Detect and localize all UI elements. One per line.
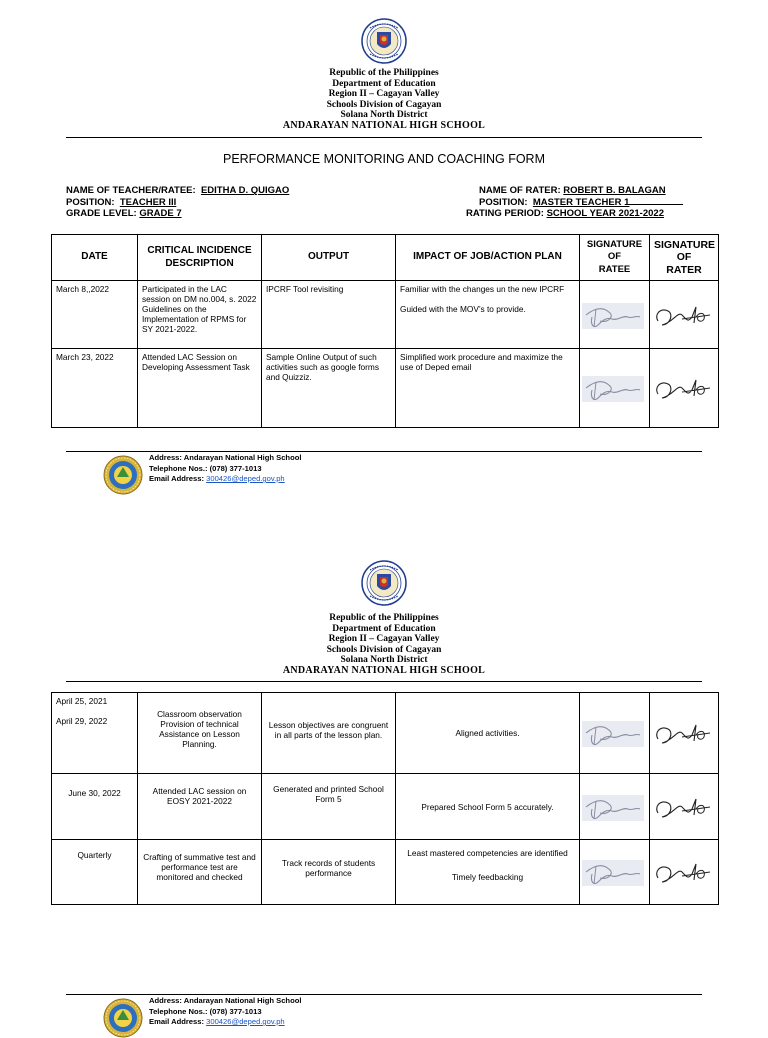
footer-address: Address: Andarayan National High School [149,453,302,462]
table-row [52,349,719,428]
impact-line: Prepared School Form 5 accurately. [421,801,554,812]
footer-contact [149,996,301,1028]
cell-impact [396,281,580,349]
cell-output: Sample Online Output of such activities such as google forms and Quizziz. [262,349,396,428]
rater-signature-image [652,374,716,404]
header-signature-rater [650,235,719,281]
cell-ratee-signature [580,840,650,905]
footer-email-row [149,474,301,485]
date-line: April 25, 2021 [56,696,108,706]
cell-critical: Participated in the LAC session on DM no.004, s. 2022 Guidelines on the Implementation of RPMS for SY 2021-2022. [138,281,262,349]
letterhead [0,68,768,132]
date-line: Quarterly [77,850,112,860]
ratee-position-value: TEACHER III [119,196,177,208]
school-logo-icon [103,998,143,1038]
table-row [52,774,719,840]
rater-position-row [466,197,683,209]
letterhead-line: Solana North District [340,655,428,666]
impact-line: Guided with the MOV’s to provide. [400,304,526,314]
footer-address: Address: Andarayan National High School [149,996,302,1005]
footer-phone: Telephone Nos.: (078) 377-1013 [149,1006,262,1016]
grade-level-row [66,208,289,220]
cell-output: Generated and printed School Form 5 [262,774,396,840]
coaching-table-page-2 [51,692,719,905]
cell-impact [396,774,580,840]
rater-name-row [466,185,683,197]
date-line: June 30, 2022 [68,788,121,798]
header-impact: IMPACT OF JOB/ACTION PLAN [396,235,580,281]
letterhead-line: Solana North District [340,110,428,121]
cell-ratee-signature [580,281,650,349]
deped-seal-icon [361,560,407,606]
header-sig-rater-line-2: OF [676,251,692,264]
ratee-position-row [66,197,289,209]
footer-divider [66,451,702,452]
rater-signature-image [652,793,716,823]
cell-critical: Crafting of summative test and performance test are monitored and checked [138,840,262,905]
impact-line: Aligned activities. [455,728,520,738]
ratee-position-label: POSITION: [66,196,115,208]
ratee-name-label: NAME OF TEACHER/RATEE: [66,185,196,196]
footer-email-link[interactable]: 300426@deped.gov.ph [206,1017,285,1026]
cell-rater-signature [650,840,719,905]
header-sig-rater-line-3: RATER [666,263,702,276]
letterhead [0,613,768,677]
header-critical-line-2: DESCRIPTION [165,257,234,269]
footer-email-link[interactable]: 300426@deped.gov.ph [206,474,285,483]
header-critical-incidence [138,235,262,281]
footer-contact [149,453,301,485]
ratee-name-value: EDITHA D. QUIGAO [200,185,290,196]
header-signature-ratee [580,235,650,281]
header-sig-ratee-line-3: RATEE [598,263,631,275]
rater-name-label: NAME OF RATER: [479,185,561,196]
school-logo-icon [103,455,143,495]
ratee-name-row [66,185,289,197]
cell-rater-signature [650,774,719,840]
header-critical-line-1: CRITICAL INCIDENCE [147,245,252,256]
rating-period-value: SCHOOL YEAR 2021-2022 [546,208,664,219]
ratee-signature-image [582,376,646,404]
cell-impact [396,693,580,774]
header-sig-ratee-line-2: OF [607,251,622,263]
rater-signature-image [652,301,716,331]
impact-line: Timely feedbacking [451,872,524,882]
ratee-signature-image [582,303,646,331]
header-output: OUTPUT [262,235,396,281]
impact-line: Familiar with the changes un the new IPCRF [400,284,565,294]
cell-rater-signature [650,349,719,428]
cell-ratee-signature [580,693,650,774]
coaching-table-page-1 [51,234,719,428]
cell-rater-signature [650,281,719,349]
cell-ratee-signature [580,349,650,428]
letterhead-line: Department of Education [332,623,436,634]
school-name: ANDARAYAN NATIONAL HIGH SCHOOL [282,119,486,131]
ratee-signature-image [582,721,646,749]
cell-critical: Attended LAC session on EOSY 2021-2022 [138,774,262,840]
rating-period-row [466,208,683,220]
cell-ratee-signature [580,774,650,840]
rater-position-value: MASTER TEACHER 1 [532,196,630,208]
date-line: April 29, 2022 [56,716,108,726]
letterhead-line: Republic of the Philippines [329,613,439,623]
header-sig-ratee-line-1: SIGNATURE [586,238,643,250]
footer-email-label: Email Address: [149,474,205,483]
cell-date: March 8,,2022 [52,281,138,349]
letterhead-line: Schools Division of Cagayan [326,99,442,110]
rater-info [466,185,683,220]
rating-period-label: RATING PERIOD: [466,208,544,219]
cell-date: March 23, 2022 [52,349,138,428]
table-row [52,693,719,774]
footer-email-row [149,1017,301,1028]
footer-email-label: Email Address: [149,1017,205,1026]
cell-date [52,774,138,840]
cell-output: Track records of students performance [262,840,396,905]
footer-divider [66,994,702,995]
cell-date [52,840,138,905]
ratee-signature-image [582,795,646,823]
letterhead-line: Schools Division of Cagayan [326,644,442,655]
header-divider [66,681,702,682]
grade-level-value: GRADE 7 [139,208,182,219]
rater-position-label: POSITION: [479,196,528,208]
cell-rater-signature [650,693,719,774]
impact-line: Least mastered competencies are identified [407,848,568,858]
rater-signature-image [652,719,716,749]
table-row [52,281,719,349]
cell-impact [396,840,580,905]
letterhead-line: Region II – Cagayan Valley [328,89,440,100]
letterhead-line: Department of Education [332,78,436,89]
form-title: PERFORMANCE MONITORING AND COACHING FORM [222,152,545,166]
cell-critical: Attended LAC Session on Developing Assessment Task [138,349,262,428]
rater-name-value: ROBERT B. BALAGAN [563,185,666,196]
cell-critical: Classroom observation Provision of technical Assistance on Lesson Planning. [138,693,262,774]
header-date: DATE [52,235,138,281]
impact-line: Simplified work procedure and maximize the use of Deped email [400,352,563,372]
footer-phone: Telephone Nos.: (078) 377-1013 [149,463,262,473]
letterhead-line: Republic of the Philippines [329,68,439,78]
rater-signature-image [652,858,716,888]
school-name: ANDARAYAN NATIONAL HIGH SCHOOL [282,664,486,676]
table-row [52,840,719,905]
cell-output: Lesson objectives are congruent in all parts of the lesson plan. [262,693,396,774]
deped-seal-icon [361,18,407,64]
header-divider [66,137,702,138]
cell-date [52,693,138,774]
header-sig-rater-line-1: SIGNATURE [654,238,716,251]
table-header-row [52,235,719,281]
cell-output: IPCRF Tool revisiting [262,281,396,349]
letterhead-line: Region II – Cagayan Valley [328,634,440,645]
grade-level-label: GRADE LEVEL: [66,208,137,219]
cell-impact [396,349,580,428]
ratee-signature-image [582,860,646,888]
ratee-info [66,185,289,220]
